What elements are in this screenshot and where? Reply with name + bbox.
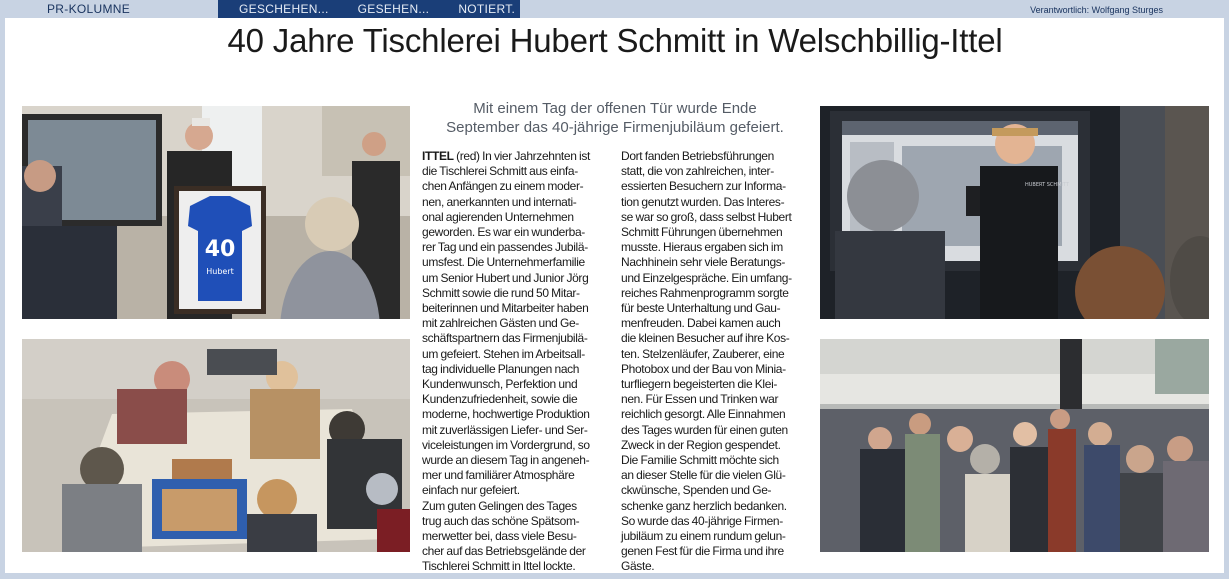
jersey-name: Hubert xyxy=(206,267,234,276)
article-column-1 xyxy=(422,149,612,575)
article-subtitle xyxy=(420,99,810,137)
body-line: statt, die von zahlreichen, inter- xyxy=(621,164,774,179)
photo-kids-workshop xyxy=(22,339,410,552)
body-line: moderne, hochwertige Produktion xyxy=(422,407,590,422)
photo-speaker-presentation xyxy=(820,106,1209,319)
body-line: Nachhinein sehr viele Beratungs- xyxy=(621,255,786,270)
body-line: beiterinnen und Mitarbeiter haben xyxy=(422,301,589,316)
body-line: um Senior Hubert und Junior Jörg xyxy=(422,270,589,285)
body-line: Kundenwunsch, Perfektion und xyxy=(422,377,578,392)
body-line: Kundenzufriedenheit, sowie die xyxy=(422,392,578,407)
body-line: schäftspartnern das Firmenjubilä- xyxy=(422,331,588,346)
body-line: se war so groß, dass selbst Hubert xyxy=(621,209,792,224)
body-line: ckwünsche, Spenden und Ge- xyxy=(621,483,772,498)
body-line: turfliegern begeisterten die Klei- xyxy=(621,377,778,392)
body-line: essierten Besuchern zur Informa- xyxy=(621,179,786,194)
body-line: rer Tag und ein passendes Jubilä- xyxy=(422,240,588,255)
body-line xyxy=(422,149,612,164)
body-line: Zum guten Gelingen des Tages xyxy=(422,498,577,513)
body-line: um gefeiert. Stehen im Arbeitsall- xyxy=(422,346,585,361)
body-line: merwetter bei, dass viele Besu- xyxy=(422,529,577,544)
body-line: ten. Stelzenläufer, Zauberer, eine xyxy=(621,346,785,361)
subtitle-line: Mit einem Tag der offenen Tür wurde Ende xyxy=(473,100,757,117)
body-line: Schmitt sowie die rund 50 Mitar- xyxy=(422,285,580,300)
top-bar xyxy=(0,0,1229,18)
body-line: tion genutzt wurden. Das Interes- xyxy=(621,194,785,209)
body-line: menfreuden. Dabei kamen auch xyxy=(621,316,781,331)
body-line: So wurde das 40-jährige Firmen- xyxy=(621,513,783,528)
body-line: und Einzelgespräche. Ein umfang- xyxy=(621,270,792,285)
article-headline: 40 Jahre Tischlerei Hubert Schmitt in Welschbillig-Ittel xyxy=(227,22,1003,59)
body-line-text: (red) In vier Jahrzehnten ist xyxy=(453,149,590,163)
body-line: schenke ganz herzlich bedanken. xyxy=(621,498,787,513)
body-line: Zweck in der Region gespendet. xyxy=(621,437,781,452)
body-line: die Tischlerei Schmitt aus einfa- xyxy=(422,164,578,179)
body-line: onal agierenden Unternehmen xyxy=(422,209,574,224)
body-line: mit zahlreichen Gästen und Ge- xyxy=(422,316,579,331)
body-line: Schmitt Führungen übernehmen xyxy=(621,225,783,240)
rubric-label: PR-KOLUMNE xyxy=(47,2,131,16)
body-line: genen Fest für die Firma und ihre xyxy=(621,544,784,559)
body-line: die kleinen Besucher auf ihre Kos- xyxy=(621,331,790,346)
body-line: nen. Für Essen und Trinken war xyxy=(621,392,779,407)
body-line: mit zuverlässigen Liefer- und Ser- xyxy=(422,422,588,437)
body-line: für beste Unterhaltung und Gau- xyxy=(621,301,781,316)
shirt-logo: HUBERT SCHMITT xyxy=(1025,182,1069,188)
body-line: Dort fanden Betriebsführungen xyxy=(621,149,774,163)
photo-jersey-presentation xyxy=(22,106,410,319)
section-nav xyxy=(218,0,520,18)
article-column-2 xyxy=(621,149,811,575)
body-line: nen, anerkannten und internati- xyxy=(422,194,577,209)
body-line: Photobox und der Bau von Minia- xyxy=(621,361,786,376)
nav-item-geschehen: GESCHEHEN... xyxy=(239,2,329,16)
body-line: jubiläum zu einem rundum gelun- xyxy=(621,529,786,544)
nav-item-gesehen: GESEHEN... xyxy=(357,2,430,16)
nav-item-notiert: NOTIERT. xyxy=(458,2,516,16)
body-line: Die Familie Schmitt möchte sich xyxy=(621,453,779,468)
body-line: Tischlerei Schmitt in Ittel lockte. xyxy=(422,559,576,574)
body-line: cher auf das Betriebsgelände der xyxy=(422,544,586,559)
body-line: an dieser Stelle für die vielen Glü- xyxy=(621,468,786,483)
responsible-editor: Verantwortlich: Wolfgang Sturges xyxy=(1030,5,1163,15)
photo-crowd-hall xyxy=(820,339,1209,552)
body-line: einfach nur gefeiert. xyxy=(422,483,520,498)
body-line: reiches Rahmenprogramm sorgte xyxy=(621,285,789,300)
body-line: reichlich gesorgt. Alle Einnahmen xyxy=(621,407,786,422)
subtitle-line: September das 40-jährige Firmenjubiläum gefeiert. xyxy=(446,119,784,136)
body-line: des Tages wurden für einen guten xyxy=(621,422,788,437)
body-line: geworden. Es war ein wunderba- xyxy=(422,225,585,240)
body-line: umsfest. Die Unternehmerfamilie xyxy=(422,255,585,270)
body-line: tag individuelle Planungen nach xyxy=(422,361,580,376)
dateline: ITTEL xyxy=(422,149,454,163)
body-line: musste. Hieraus ergaben sich im xyxy=(621,240,783,255)
body-line: trug auch das schöne Spätsom- xyxy=(422,513,580,528)
body-line: mer und familiärer Atmosphäre xyxy=(422,468,575,483)
jersey-number: 40 xyxy=(204,237,236,262)
body-line: viceleistungen im Vordergrund, so xyxy=(422,437,590,452)
body-line: Gäste. xyxy=(621,559,655,574)
body-line: wurde an diesem Tag in angeneh- xyxy=(422,453,590,468)
body-line: chen Anfängen zu einem moder- xyxy=(422,179,584,194)
